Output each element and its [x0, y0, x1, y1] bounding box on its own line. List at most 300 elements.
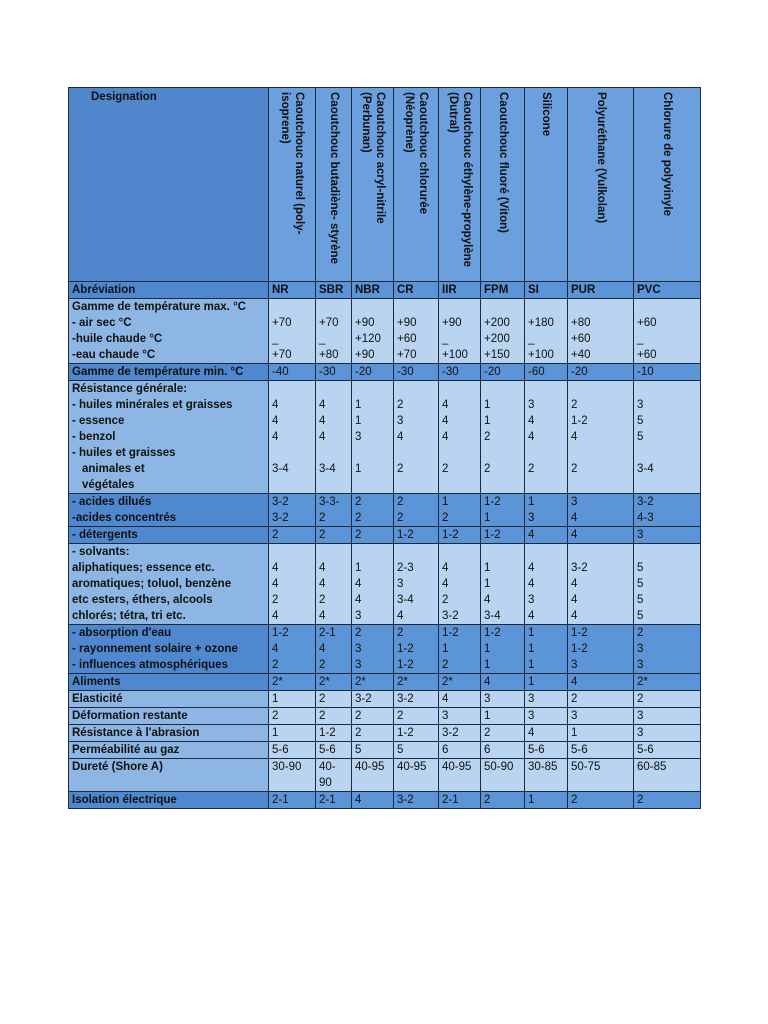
cell-group — [634, 299, 701, 364]
row-temp_min — [69, 364, 701, 381]
cell-group — [352, 494, 394, 527]
cell-value: 5 — [637, 610, 644, 622]
cell-value: 30-90 — [269, 759, 316, 792]
cell-value: 3 — [525, 691, 568, 708]
cell-value: 40-95 — [439, 759, 481, 792]
material-abbreviation: PVC — [634, 282, 701, 299]
cell-value: 40-90 — [316, 759, 352, 792]
cell-group — [352, 381, 394, 494]
cell-value: 1-2 — [397, 659, 414, 671]
row-acides — [69, 494, 701, 527]
cell-value: 2 — [442, 512, 449, 524]
cell-value: 3-4 — [319, 463, 336, 475]
cell-value: 2 — [528, 463, 535, 475]
cell-value: 2 — [637, 627, 644, 639]
cell-value: 2 — [397, 399, 404, 411]
cell-value: 2* — [394, 674, 439, 691]
cell-value: 1-2 — [316, 725, 352, 742]
cell-value: 1-2 — [272, 627, 289, 639]
row-sublabel: - benzol — [72, 431, 116, 443]
cell-value: 3-4 — [272, 463, 289, 475]
cell-value: 6 — [439, 742, 481, 759]
cell-value: 2 — [397, 463, 404, 475]
cell-value: 1 — [484, 399, 491, 411]
cell-value: 3-2 — [439, 725, 481, 742]
row-sublabel: aromatiques; toluol, benzène — [72, 578, 232, 590]
cell-value: 5-6 — [525, 742, 568, 759]
material-name: Chlorure de polyvinyle — [661, 92, 673, 216]
cell-group — [525, 625, 568, 674]
cell-value: 2 — [272, 594, 279, 606]
cell-value: +90 — [355, 349, 375, 361]
cell-value: 6 — [481, 742, 525, 759]
cell-value: 5-6 — [269, 742, 316, 759]
cell-value: 4 — [484, 594, 491, 606]
cell-value: +150 — [484, 349, 510, 361]
material-abbreviation: IIR — [439, 282, 481, 299]
material-header — [352, 88, 394, 282]
row-sublabel: - essence — [72, 415, 125, 427]
row-label: - détergents — [69, 527, 269, 544]
cell-group — [439, 625, 481, 674]
cell-value: 1-2 — [394, 725, 439, 742]
cell-value: 5 — [352, 742, 394, 759]
cell-value: 1-2 — [571, 627, 588, 639]
cell-value: 2 — [571, 399, 578, 411]
cell-value: 3-4 — [637, 463, 654, 475]
row-label: Isolation électrique — [69, 792, 269, 809]
row-label-group — [69, 544, 269, 625]
cell-value: 1 — [568, 725, 634, 742]
cell-value: 2 — [397, 496, 404, 508]
cell-value: 1 — [528, 627, 535, 639]
cell-value: 4 — [319, 610, 326, 622]
cell-group — [568, 299, 634, 364]
material-abbreviation: SBR — [316, 282, 352, 299]
cell-value: 3 — [634, 708, 701, 725]
cell-value: 2-1 — [269, 792, 316, 809]
cell-value: 5-6 — [568, 742, 634, 759]
cell-group — [439, 299, 481, 364]
cell-value: +90 — [442, 317, 462, 329]
row-label-group — [69, 494, 269, 527]
cell-value: +70 — [397, 349, 417, 361]
cell-value: 2 — [355, 627, 362, 639]
cell-value: 2 — [269, 708, 316, 725]
cell-value: 4 — [319, 643, 326, 655]
cell-group — [394, 494, 439, 527]
cell-value: 4 — [525, 527, 568, 544]
row-title: Résistance générale: — [72, 383, 188, 395]
cell-group — [316, 381, 352, 494]
cell-value: 1 — [355, 415, 362, 427]
row-label-group — [69, 625, 269, 674]
cell-value: 2 — [568, 792, 634, 809]
cell-value: 4 — [272, 643, 279, 655]
cell-value: 3 — [528, 399, 535, 411]
cell-value: 30-85 — [525, 759, 568, 792]
cell-value: 4 — [528, 578, 535, 590]
cell-value: 1-2 — [397, 643, 414, 655]
cell-value: 4 — [319, 431, 326, 443]
cell-value: 3 — [525, 708, 568, 725]
cell-value: 4 — [355, 578, 362, 590]
cell-value: 3 — [634, 725, 701, 742]
header-row — [69, 88, 701, 282]
cell-value: 4 — [568, 674, 634, 691]
cell-value: 5-6 — [316, 742, 352, 759]
cell-value: 1 — [528, 659, 535, 671]
cell-value: 2-1 — [439, 792, 481, 809]
cell-value: 3 — [355, 659, 362, 671]
cell-value: +80 — [571, 317, 591, 329]
row-sublabel: - huiles et graisses — [72, 447, 176, 459]
cell-value: 4 — [571, 512, 578, 524]
cell-value: 4 — [272, 610, 279, 622]
cell-value: 4 — [528, 562, 535, 574]
row-label: Aliments — [69, 674, 269, 691]
cell-value: +70 — [272, 317, 292, 329]
cell-value: 50-75 — [568, 759, 634, 792]
cell-value: 4 — [571, 578, 578, 590]
cell-value: +60 — [571, 333, 591, 345]
cell-value: 3 — [439, 708, 481, 725]
cell-value: 3-4 — [484, 610, 501, 622]
cell-value: -30 — [394, 364, 439, 381]
cell-group — [634, 381, 701, 494]
material-header — [525, 88, 568, 282]
cell-value: 2 — [355, 512, 362, 524]
cell-value: 2 — [397, 627, 404, 639]
row-elasticite — [69, 691, 701, 708]
row-sublabel: -eau chaude °C — [72, 349, 156, 361]
cell-value: +40 — [571, 349, 591, 361]
cell-value: _ — [528, 333, 535, 345]
cell-group — [316, 625, 352, 674]
row-sublabel: - absorption d'eau — [72, 627, 172, 639]
cell-value: 4 — [568, 527, 634, 544]
cell-value: 4 — [352, 792, 394, 809]
cell-group — [394, 625, 439, 674]
row-title: Gamme de température max. °C — [72, 301, 246, 313]
cell-value: 3 — [397, 415, 404, 427]
cell-group — [316, 299, 352, 364]
cell-value: 2 — [634, 691, 701, 708]
row-sublabel: etc esters, éthers, alcools — [72, 594, 213, 606]
cell-value: 2 — [481, 792, 525, 809]
row-label: Elasticité — [69, 691, 269, 708]
cell-group — [525, 299, 568, 364]
cell-value: 1 — [269, 691, 316, 708]
row-label: Déformation restante — [69, 708, 269, 725]
cell-value: 1-2 — [481, 527, 525, 544]
cell-group — [481, 544, 525, 625]
cell-value: 2* — [439, 674, 481, 691]
row-solvants — [69, 544, 701, 625]
material-name: Polyuréthane (Vulkolan) — [594, 92, 607, 224]
cell-value: -10 — [634, 364, 701, 381]
cell-value: 2 — [316, 527, 352, 544]
cell-value: 3 — [637, 643, 644, 655]
row-abrasion — [69, 725, 701, 742]
row-deformation — [69, 708, 701, 725]
cell-value: 1 — [355, 562, 362, 574]
row-isolation — [69, 792, 701, 809]
cell-value: 2 — [352, 527, 394, 544]
cell-value: 2 — [481, 725, 525, 742]
cell-value: 1-2 — [571, 415, 588, 427]
cell-value: 4 — [571, 610, 578, 622]
cell-value: 3-2 — [272, 512, 289, 524]
row-absorption — [69, 625, 701, 674]
material-header — [269, 88, 316, 282]
material-header — [634, 88, 701, 282]
cell-value: +100 — [442, 349, 468, 361]
cell-value: 4 — [355, 594, 362, 606]
material-name: Caoutchouc chlorurée (Néoprène) — [403, 92, 429, 215]
cell-value: 2-3 — [397, 562, 414, 574]
cell-value: 3-2 — [272, 496, 289, 508]
material-name: Caoutchouc éthylène-propylène (Dutral) — [446, 92, 473, 268]
cell-value: 4 — [528, 431, 535, 443]
cell-value: 1-2 — [484, 496, 501, 508]
cell-group — [352, 299, 394, 364]
cell-value: +80 — [319, 349, 339, 361]
row-sublabel: - acides dilués — [72, 496, 152, 508]
material-abbreviation: FPM — [481, 282, 525, 299]
cell-value: 3 — [481, 691, 525, 708]
cell-group — [439, 544, 481, 625]
row-sublabel: - air sec °C — [72, 317, 132, 329]
row-temp_max — [69, 299, 701, 364]
cell-value: 2* — [316, 674, 352, 691]
row-label: Dureté (Shore A) — [69, 759, 269, 792]
cell-value: 2 — [571, 463, 578, 475]
row-sublabel: végétales — [82, 479, 135, 491]
cell-value: 4-3 — [637, 512, 654, 524]
cell-value: +60 — [397, 333, 417, 345]
cell-group — [269, 299, 316, 364]
row-sublabel: - solvants: — [72, 546, 130, 558]
cell-value: 4 — [442, 399, 449, 411]
cell-value: -30 — [439, 364, 481, 381]
cell-value: 1-2 — [442, 627, 459, 639]
cell-value: 4 — [571, 594, 578, 606]
cell-value: 1-2 — [571, 643, 588, 655]
row-label-group — [69, 381, 269, 494]
cell-value: 2 — [316, 708, 352, 725]
cell-value: 1 — [269, 725, 316, 742]
cell-value: 60-85 — [634, 759, 701, 792]
cell-group — [568, 625, 634, 674]
cell-value: 2 — [397, 512, 404, 524]
cell-value: 3-4 — [397, 594, 414, 606]
cell-value: 1 — [484, 415, 491, 427]
material-abbreviation: CR — [394, 282, 439, 299]
cell-value: 5 — [637, 578, 644, 590]
cell-value: 4 — [397, 610, 404, 622]
cell-value: _ — [637, 333, 644, 345]
cell-value: 3-2 — [637, 496, 654, 508]
cell-value: 4 — [442, 562, 449, 574]
row-sublabel: - rayonnement solaire + ozone — [72, 643, 238, 655]
cell-value: 4 — [319, 578, 326, 590]
cell-value: 2* — [352, 674, 394, 691]
cell-value: 5 — [637, 594, 644, 606]
material-name: Caoutchouc butadiène- styrène — [327, 92, 340, 264]
row-sublabel: - influences atmosphériques — [72, 659, 228, 671]
cell-value: 4 — [272, 415, 279, 427]
cell-group — [269, 494, 316, 527]
cell-value: +200 — [484, 317, 510, 329]
cell-value: 1-2 — [394, 527, 439, 544]
material-header — [394, 88, 439, 282]
cell-value: 4 — [528, 415, 535, 427]
cell-value: 5 — [637, 562, 644, 574]
cell-value: 2-1 — [319, 627, 336, 639]
designation-label: Designation — [91, 91, 157, 103]
cell-value: 3-2 — [571, 562, 588, 574]
cell-value: 4 — [525, 725, 568, 742]
material-name: Caoutchouc acryl-nitrile (Perbunan) — [359, 92, 386, 224]
cell-group — [481, 625, 525, 674]
row-label-group — [69, 299, 269, 364]
cell-group — [269, 381, 316, 494]
cell-value: 1 — [355, 463, 362, 475]
cell-value: +70 — [272, 349, 292, 361]
row-detergents — [69, 527, 701, 544]
row-sublabel: - huiles minérales et graisses — [72, 399, 233, 411]
cell-value: +100 — [528, 349, 554, 361]
cell-value: +200 — [484, 333, 510, 345]
cell-value: 4 — [571, 431, 578, 443]
cell-value: 1-2 — [484, 627, 501, 639]
cell-value: _ — [442, 333, 449, 345]
cell-value: 3 — [568, 708, 634, 725]
cell-value: -20 — [481, 364, 525, 381]
cell-value: 2-1 — [316, 792, 352, 809]
cell-value: 1 — [442, 496, 449, 508]
cell-value: 50-90 — [481, 759, 525, 792]
material-abbreviation: NBR — [352, 282, 394, 299]
cell-group — [634, 494, 701, 527]
cell-value: _ — [319, 333, 326, 345]
material-abbreviation: PUR — [568, 282, 634, 299]
cell-value: 1 — [525, 674, 568, 691]
cell-group — [481, 494, 525, 527]
cell-value: -40 — [269, 364, 316, 381]
row-sublabel: chlorés; tétra, tri etc. — [72, 610, 186, 622]
material-abbreviation: SI — [525, 282, 568, 299]
cell-value: 4 — [397, 431, 404, 443]
cell-value: 2 — [319, 594, 326, 606]
cell-group — [439, 494, 481, 527]
row-resistance — [69, 381, 701, 494]
row-sublabel: aliphatiques; essence etc. — [72, 562, 215, 574]
cell-value: 4 — [272, 578, 279, 590]
cell-value: 2 — [442, 463, 449, 475]
cell-value: 3-2 — [394, 792, 439, 809]
cell-value: 3 — [571, 659, 578, 671]
cell-group — [394, 381, 439, 494]
cell-value: 3 — [634, 527, 701, 544]
cell-value: -60 — [525, 364, 568, 381]
cell-value: 2 — [352, 725, 394, 742]
cell-group — [481, 381, 525, 494]
cell-value: 2* — [269, 674, 316, 691]
row-permeabilite — [69, 742, 701, 759]
cell-value: 4 — [319, 399, 326, 411]
cell-value: 4 — [442, 431, 449, 443]
cell-value: 4 — [528, 610, 535, 622]
cell-group — [352, 544, 394, 625]
cell-value: 2 — [272, 659, 279, 671]
material-name: Caoutchouc fluoré (Viton) — [496, 92, 509, 233]
cell-value: 3 — [571, 496, 578, 508]
cell-value: +180 — [528, 317, 554, 329]
cell-value: 2 — [634, 792, 701, 809]
row-sublabel: -acides concentrés — [72, 512, 177, 524]
cell-value: +60 — [637, 349, 657, 361]
cell-value: 1 — [528, 496, 535, 508]
material-name: Caoutchouc naturel (poly-isoprene) — [279, 92, 305, 235]
material-header — [316, 88, 352, 282]
cell-value: 2* — [634, 674, 701, 691]
cell-value: 3-3- — [319, 496, 340, 508]
cell-value: 1 — [355, 399, 362, 411]
cell-value: 1 — [484, 659, 491, 671]
cell-value: 4 — [439, 691, 481, 708]
cell-value: 2 — [319, 512, 326, 524]
cell-value: 5 — [637, 431, 644, 443]
cell-group — [568, 494, 634, 527]
row-label: Perméabilité au gaz — [69, 742, 269, 759]
elastomer-comparison-table — [68, 87, 701, 809]
row-label: Abréviation — [69, 282, 269, 299]
cell-value: 5-6 — [634, 742, 701, 759]
cell-group — [269, 625, 316, 674]
cell-value: 1 — [484, 562, 491, 574]
cell-value: 2 — [568, 691, 634, 708]
cell-value: 1 — [442, 643, 449, 655]
cell-value: 3 — [397, 578, 404, 590]
cell-value: 3-2 — [394, 691, 439, 708]
cell-value: 3 — [637, 399, 644, 411]
cell-group — [439, 381, 481, 494]
cell-group — [634, 625, 701, 674]
cell-value: 4 — [272, 562, 279, 574]
cell-value: 1 — [484, 578, 491, 590]
cell-value: 1-2 — [439, 527, 481, 544]
cell-value: 2 — [484, 431, 491, 443]
material-header — [568, 88, 634, 282]
cell-value: 3 — [528, 512, 535, 524]
cell-group — [568, 544, 634, 625]
cell-value: 3 — [355, 643, 362, 655]
cell-group — [525, 494, 568, 527]
cell-group — [269, 544, 316, 625]
cell-value: 40-95 — [352, 759, 394, 792]
cell-value: +120 — [355, 333, 381, 345]
row-label: Résistance à l'abrasion — [69, 725, 269, 742]
cell-value: +60 — [637, 317, 657, 329]
row-label: Gamme de température min. °C — [69, 364, 269, 381]
cell-group — [634, 544, 701, 625]
cell-value: 3 — [637, 659, 644, 671]
row-sublabel: -huile chaude °C — [72, 333, 163, 345]
cell-value: 2 — [316, 691, 352, 708]
cell-value: 2 — [442, 594, 449, 606]
